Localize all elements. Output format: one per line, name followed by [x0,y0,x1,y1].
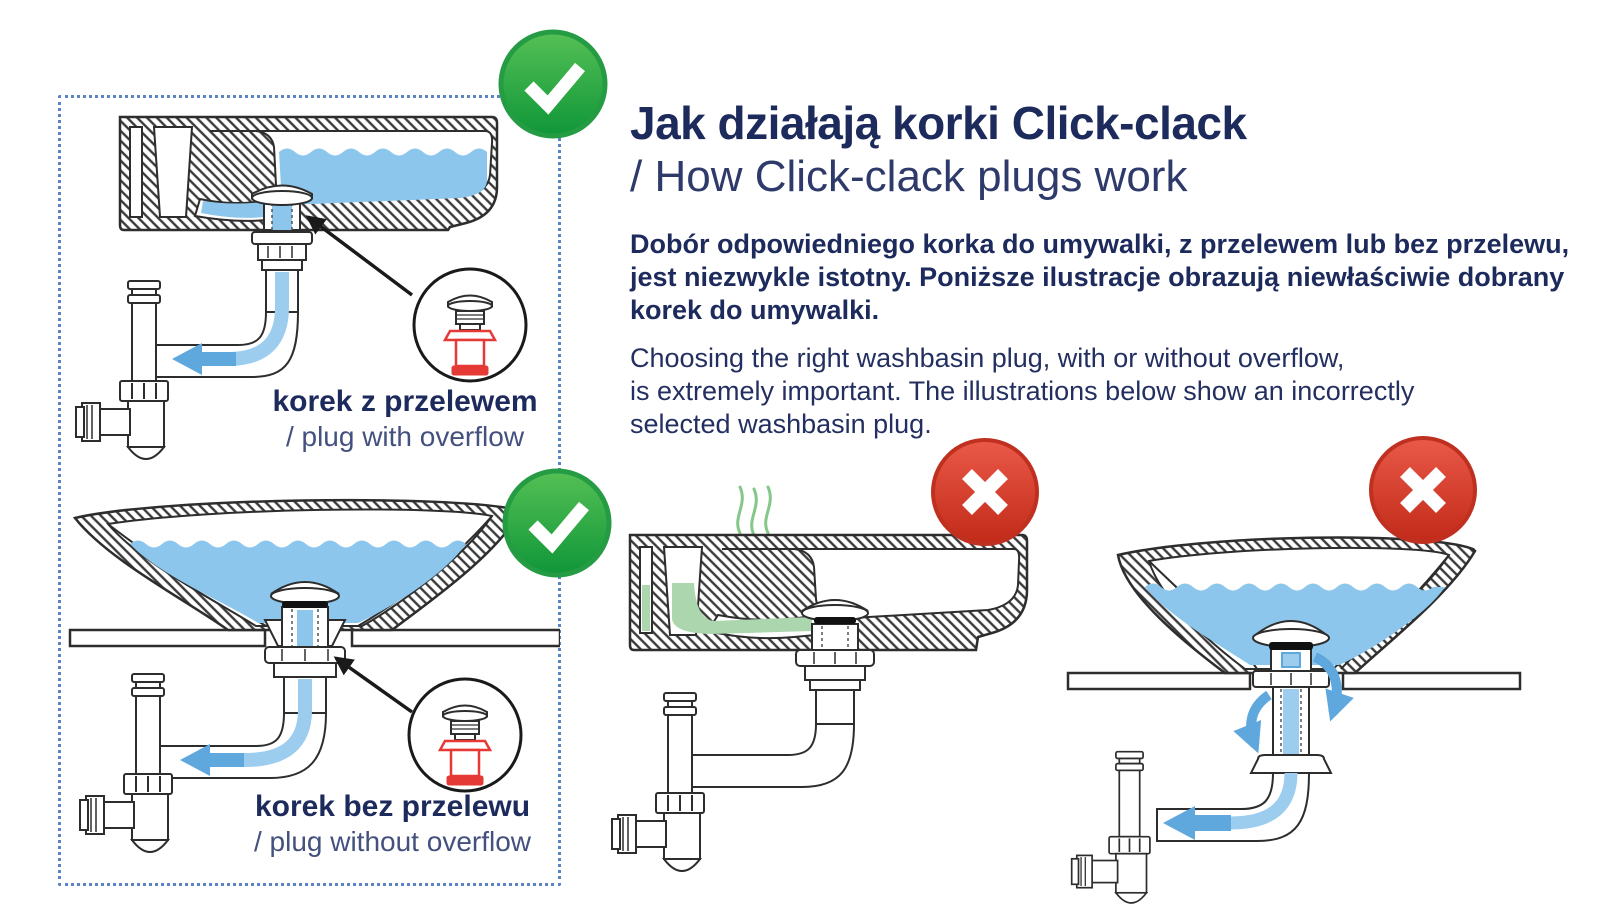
label-plug-with-overflow [235,385,575,453]
callout-arrow [336,658,412,712]
intro-paragraph-pl [630,228,1570,327]
label-pl: korek z przelewem [272,385,538,418]
plug-detail-inset [409,679,521,791]
drain-tailpipe [150,232,312,377]
intro-en-line: selected washbasin plug. [630,409,932,439]
intro-pl-line: jest niezwykle istotny. Poniższe ilustracje obrazują niewłaściwie dobrany [630,262,1565,292]
drain-tailpipe [1157,773,1309,841]
page-title-pl: Jak działają korki Click-clack [630,97,1247,149]
intro-paragraph-en [630,342,1570,441]
check-icon [501,467,613,579]
intro-en-line: is extremely important. The illustrations below show an incorrectly [630,376,1415,406]
click-clack-plug-closed [802,600,868,650]
intro-pl-line: Dobór odpowiedniego korka do umywalki, z przelewem lub bez przelewu, [630,229,1570,259]
overflow-hole [1282,653,1300,667]
siphon-bottle-trap [1072,752,1150,903]
cross-icon [929,436,1041,548]
diagram-wrong-plug-leak [1045,455,1575,917]
odour-lines [738,487,771,535]
page-title-en: / How Click-clack plugs work [630,152,1188,201]
label-plug-without-overflow [220,790,565,858]
siphon-bottle-trap [612,693,704,871]
siphon-bottle-trap [76,281,168,459]
label-en: / plug without overflow [253,826,532,857]
plug-detail-inset [414,269,526,381]
check-icon [497,28,609,140]
siphon-bottle-trap [80,674,172,852]
drain-tailpipe [688,650,874,787]
label-en: / plug with overflow [285,421,525,452]
label-pl: korek bez przelewu [254,790,531,823]
cross-icon [1367,434,1479,546]
drain-tailpipe [160,647,345,778]
intro-pl-line: korek do umywalki. [630,295,880,325]
intro-en-line: Choosing the right washbasin plug, with or without overflow, [630,343,1345,373]
